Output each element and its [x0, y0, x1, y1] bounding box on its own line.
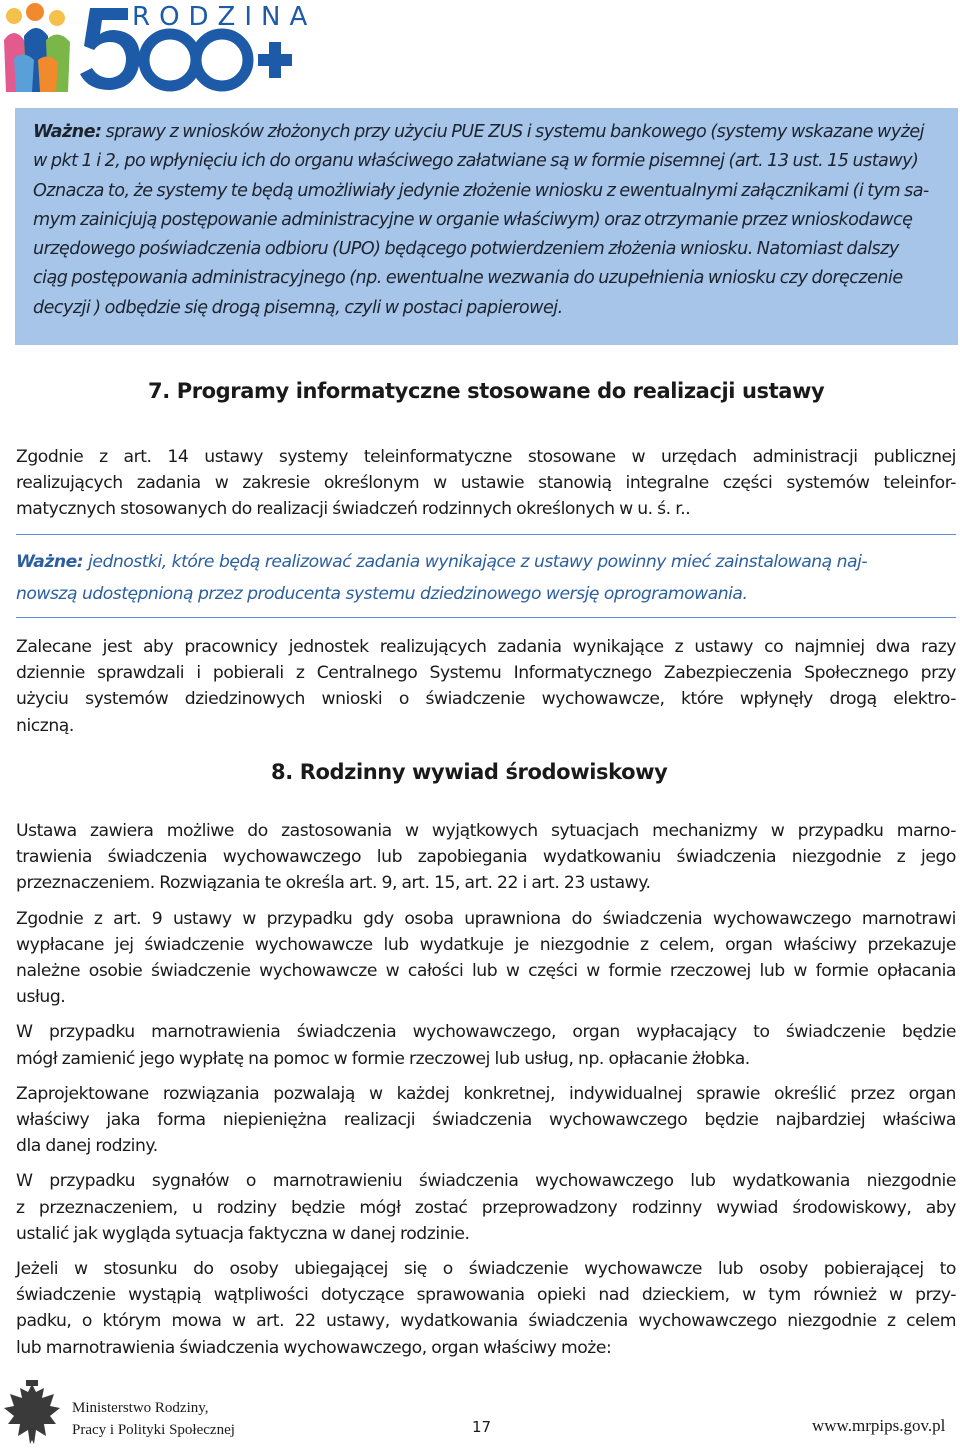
divider-bottom	[16, 617, 956, 618]
paragraph-line: usług.	[16, 987, 66, 1008]
notice-text	[33, 118, 944, 323]
page-number: 17	[472, 1418, 492, 1436]
text-line	[16, 546, 867, 578]
paragraph-line: należne osobie świadczenie wychowawcze w całości lub w części w formie rzeczowej lub w formie opłacania	[16, 961, 956, 982]
paragraph-line: Zalecane jest aby pracownicy jednostek realizujących zadania wynikające z ustawy co najmniej dwa razy	[16, 637, 956, 657]
section-8-heading: 8. Rodzinny wywiad środowiskowy	[271, 760, 668, 784]
ministry-name-line1: Ministerstwo Rodziny,	[72, 1400, 209, 1416]
text-line-content: sprawy z wniosków złożonych przy użyciu PUE ZUS i systemu bankowego (systemy wskazane wyżej	[101, 122, 924, 142]
text-line-content: ciąg postępowania administracyjnego (np. ewentualne wezwania do uzupełnienia wniosku czy doręczenie	[33, 268, 903, 289]
divider-top	[16, 534, 956, 535]
paragraph-line: lub marnotrawienia świadczenia wychowawczego, organ właściwy może:	[16, 1337, 612, 1358]
paragraph-line: Zgodnie z art. 9 ustawy w przypadku gdy osoba uprawniona do świadczenia wychowawczego marnotrawi	[16, 908, 956, 929]
text-line-content: nowszą udostępnioną przez producenta systemu dziedzinowego wersję oprogramowania.	[16, 584, 748, 604]
text-line-content: jednostki, które będą realizować zadania wynikające z ustawy powinny mieć zainstalowaną naj-	[83, 552, 868, 572]
paragraph-line: Zgodnie z art. 14 ustawy systemy teleinformatyczne stosowane w urzędach administracji publicznej	[16, 447, 956, 467]
paragraph-line: niczną.	[16, 715, 74, 736]
important-notice-box	[15, 108, 958, 345]
text-line-content: decyzji ) odbędzie się drogą pisemną, czyli w postaci papierowej.	[33, 297, 563, 318]
paragraph	[16, 1019, 956, 1071]
section-7-important-note	[16, 546, 867, 610]
section-7-paragraph	[16, 444, 956, 523]
text-line-content: Oznacza to, że systemy te będą umożliwiały jedynie złożenie wniosku z ewentualnymi załącznikami (i tym sa-	[33, 180, 929, 201]
paragraph-line: dla danej rodziny.	[16, 1136, 158, 1157]
text-line-content: w pkt 1 i 2, po wpłynięciu ich do organu właściwego załatwiane są w formie pisemnej (art. 13 ust. 15 ustawy)	[33, 151, 919, 172]
text-line	[33, 206, 944, 235]
paragraph-line: trawienia świadczenia wychowawczego lub zapobiegania wydatkowaniu świadczenia niezgodnie z jego	[16, 847, 956, 868]
paragraph-line: świadczenie wystąpią wątpliwości dotyczące sprawowania opieki nad dzieckiem, w tym również w przy-	[16, 1285, 956, 1306]
paragraph-line: mógł zamienić jego wypłatę na pomoc w formie rzeczowej lub usług, np. opłacanie żłobka.	[16, 1048, 750, 1069]
paragraph-line: ustalić jak wygląda sytuacja faktyczna w danej rodzinie.	[16, 1223, 470, 1244]
paragraph-line: matycznych stosowanych do realizacji świadczeń rodzinnych określonych w u. ś. r..	[16, 499, 691, 520]
paragraph-line: realizujących zadania w zakresie określonym w ustawie stanowią integralne części systemów teleinfor-	[16, 473, 956, 494]
paragraph-line: Zaprojektowane rozwiązania pozwalają w każdej konkretnej, indywidualnej sprawie określić przez organ	[16, 1083, 956, 1104]
paragraph-line: dziennie sprawdzali i pobierali z Centralnego Systemu Informatycznego Zabezpieczenia Społecznego przy	[16, 663, 956, 684]
paragraph	[16, 1256, 956, 1361]
polish-eagle-emblem-icon	[0, 1378, 64, 1450]
paragraph-line: właściwy jaka forma niepieniężna realizacji świadczenia wychowawczego będzie najbardziej właściwa	[16, 1110, 956, 1131]
text-line	[33, 235, 944, 264]
website-link[interactable]: www.mrpips.gov.pl	[812, 1416, 946, 1435]
paragraph-line: W przypadku sygnałów o marnotrawieniu świadczenia wychowawczego lub wydatkowania niezgodnie	[16, 1171, 956, 1192]
section-8-body	[16, 818, 956, 1370]
text-line	[16, 578, 867, 610]
text-line	[33, 118, 944, 147]
important-label: Ważne:	[33, 122, 102, 142]
text-line	[33, 177, 944, 206]
paragraph-line: wypłacane jej świadczenie wychowawcze lub wydatkuje je niezgodnie z celem, organ właściwy przekazuje	[16, 934, 956, 955]
important-label: Ważne:	[16, 552, 84, 572]
paragraph	[16, 906, 956, 1011]
paragraph-line: padku, o którym mowa w art. 22 ustawy, wydatkowania świadczenia wychowawczego niezgodnie z celem	[16, 1311, 956, 1332]
text-line-content: mym zainicjują postępowanie administracyjne w organie właściwym) oraz otrzymanie przez wnioskodawcę	[33, 209, 913, 230]
ministry-name-line2: Pracy i Polityki Społecznej	[72, 1422, 235, 1438]
paragraph-line: z przeznaczeniem, u rodziny będzie mógł zostać przeprowadzony rodzinny wywiad środowiskowy, aby	[16, 1197, 956, 1218]
text-line	[33, 264, 944, 293]
paragraph	[16, 818, 956, 897]
paragraph	[16, 1168, 956, 1247]
section-7-recommendation	[16, 634, 956, 739]
section-7-heading: 7. Programy informatyczne stosowane do realizacji ustawy	[148, 379, 825, 403]
paragraph-line: Ustawa zawiera możliwe do zastosowania w wyjątkowych sytuacjach mechanizmy w przypadku marno-	[16, 821, 956, 841]
paragraph-line: W przypadku marnotrawienia świadczenia wychowawczego, organ wypłacający to świadczenie będzie	[16, 1022, 956, 1043]
logo-word: RODZINA	[132, 2, 317, 32]
paragraph-line: przeznaczeniem. Rozwiązania te określa art. 9, art. 15, art. 22 i art. 23 ustawy.	[16, 873, 651, 894]
paragraph-line: Jeżeli w stosunku do osoby ubiegającej się o świadczenie wychowawcze lub osoby pobierającej to	[16, 1259, 956, 1280]
text-line	[33, 147, 944, 176]
text-line-content: urzędowego poświadczenia odbioru (UPO) będącego potwierdzeniem złożenia wniosku. Natomiast dalszy	[33, 239, 899, 260]
text-line	[33, 294, 944, 323]
paragraph-line: użyciu systemów dziedzinowych wnioski o świadczenie wychowawcze, które wpłynęły drogą elektro-	[16, 689, 956, 710]
paragraph	[16, 1081, 956, 1160]
family-figures-icon	[4, 3, 70, 92]
